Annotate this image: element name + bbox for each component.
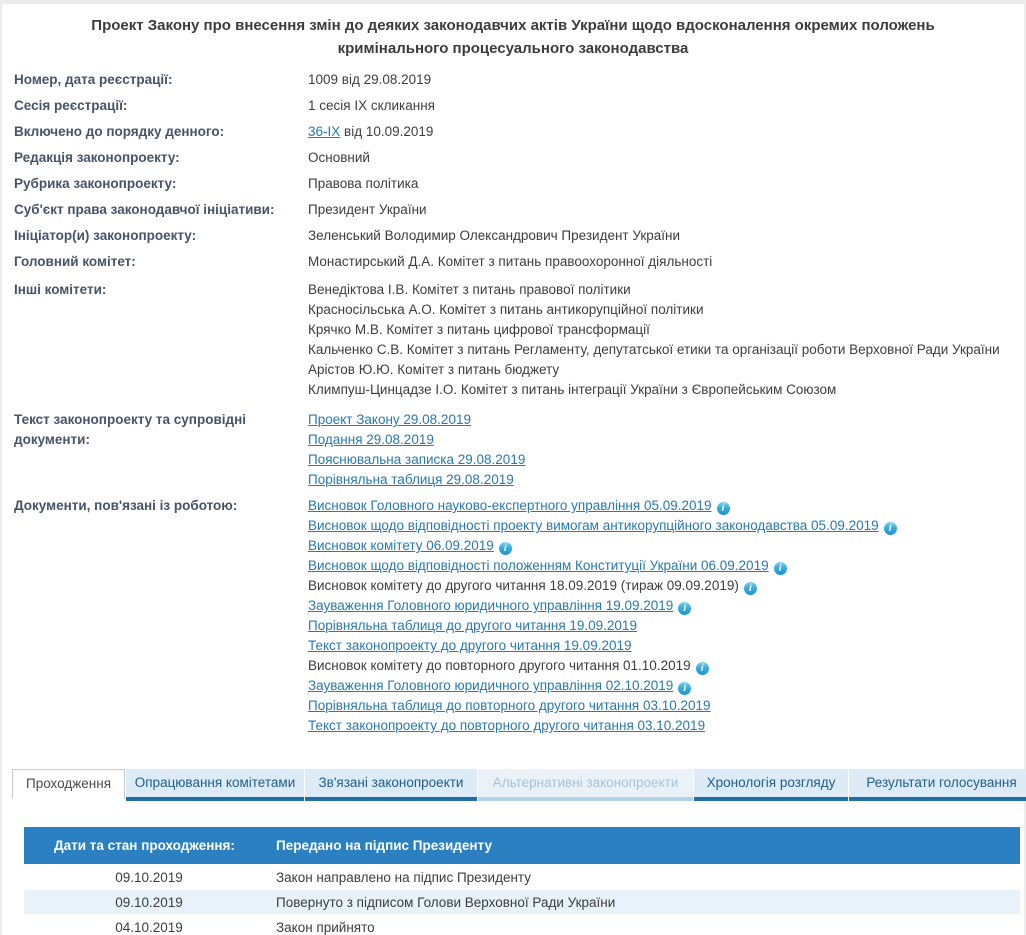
field-main-committee bbox=[14, 254, 1024, 270]
field-value: Президент України bbox=[308, 202, 427, 217]
document-link[interactable]: Текст законопроекту до повторного другого читання 03.10.2019 bbox=[308, 718, 706, 733]
committee-item: Кальченко С.В. Комітет з питань Регламенту, депутатської етики та організації роботи Верховної Ради України bbox=[308, 342, 1000, 357]
row-date: 09.10.2019 bbox=[115, 894, 183, 910]
document-item bbox=[308, 656, 897, 676]
agenda-date: від 10.09.2019 bbox=[340, 124, 434, 139]
document-link[interactable]: Порівняльна таблиця до другого читання 19.09.2019 bbox=[308, 618, 637, 633]
document-item bbox=[308, 450, 525, 470]
committee-item: Венедіктова І.В. Комітет з питань правової політики bbox=[308, 282, 631, 297]
document-link[interactable]: Порівняльна таблиця 29.08.2019 bbox=[308, 472, 514, 487]
field-value: Правова політика bbox=[308, 176, 419, 191]
document-link[interactable]: Висновок Головного науково-експертного управління 05.09.2019 bbox=[308, 498, 712, 513]
info-icon[interactable]: i bbox=[678, 682, 691, 695]
committee-list bbox=[308, 280, 1000, 400]
document-link[interactable]: Висновок щодо відповідності положенням Конституції України 06.09.2019 bbox=[308, 558, 769, 573]
field-label: Редакція законопроекту: bbox=[14, 150, 180, 165]
document-text: Висновок комітету до повторного другого читання 01.10.2019 bbox=[308, 658, 691, 673]
tab-bar bbox=[12, 769, 1026, 801]
document-link[interactable]: Текст законопроекту до другого читання 19.09.2019 bbox=[308, 638, 632, 653]
document-link[interactable]: Висновок комітету 06.09.2019 bbox=[308, 538, 494, 553]
info-icon[interactable]: i bbox=[678, 602, 691, 615]
document-item bbox=[308, 516, 897, 536]
tab-khronologiya-rozglyadu[interactable]: Хронологія розгляду bbox=[694, 769, 848, 801]
document-link[interactable]: Подання 29.08.2019 bbox=[308, 432, 434, 447]
field-label: Сесія реєстрації: bbox=[14, 98, 128, 113]
field-agenda bbox=[14, 124, 1024, 140]
info-icon[interactable]: i bbox=[774, 562, 787, 575]
table-row bbox=[24, 915, 1020, 935]
document-item bbox=[308, 576, 897, 596]
field-value: 1009 від 29.08.2019 bbox=[308, 72, 432, 87]
field-label: Суб'єкт права законодавчої ініціативи: bbox=[14, 202, 275, 217]
row-date: 04.10.2019 bbox=[115, 919, 183, 935]
progress-table bbox=[24, 827, 1020, 935]
document-item bbox=[308, 536, 897, 556]
info-icon[interactable]: i bbox=[499, 542, 512, 555]
document-item bbox=[308, 556, 897, 576]
field-label: Рубрика законопроекту: bbox=[14, 176, 177, 191]
field-label: Включено до порядку денного: bbox=[14, 124, 225, 139]
table-row bbox=[24, 865, 1020, 889]
field-value: Основний bbox=[308, 150, 370, 165]
document-link[interactable]: Зауваження Головного юридичного управління 02.10.2019 bbox=[308, 678, 674, 693]
tab-alternatyvni-zakonoproekty: Альтернативні законопроекти bbox=[478, 769, 693, 801]
bill-details bbox=[2, 72, 1024, 736]
document-link[interactable]: Проект Закону 29.08.2019 bbox=[308, 412, 471, 427]
document-item bbox=[308, 716, 897, 736]
column-header-dates: Дати та стан проходження: bbox=[54, 838, 235, 853]
progress-table-header bbox=[24, 827, 1020, 864]
page-title: Проект Закону про внесення змін до деяких законодавчих актів України щодо вдосконалення окремих положень кримінального процесуального законодавства bbox=[91, 17, 935, 57]
field-other-committees bbox=[14, 280, 1024, 400]
field-session bbox=[14, 98, 1024, 114]
row-status: Повернуто з підписом Голови Верховної Ради України bbox=[276, 894, 616, 910]
field-work-documents bbox=[14, 496, 1024, 736]
info-icon[interactable]: i bbox=[884, 522, 897, 535]
document-link[interactable]: Пояснювальна записка 29.08.2019 bbox=[308, 452, 526, 467]
field-bill-documents bbox=[14, 410, 1024, 490]
document-item bbox=[308, 616, 897, 636]
tab-prohodzhennya[interactable]: Проходження bbox=[12, 769, 125, 801]
tab-zvyazani-zakonoproekty[interactable]: Зв'язані законопроекти bbox=[305, 769, 477, 801]
row-status: Закон направлено на підпис Президенту bbox=[276, 869, 532, 885]
document-link[interactable]: Порівняльна таблиця до повторного другого читання 03.10.2019 bbox=[308, 698, 711, 713]
committee-item: Красносільська А.О. Комітет з питань антикорупційної політики bbox=[308, 302, 704, 317]
tab-opratsyuvannya-komitetamy[interactable]: Опрацювання комітетами bbox=[126, 769, 304, 801]
committee-item: Крячко М.В. Комітет з питань цифрової трансформації bbox=[308, 322, 650, 337]
field-label: Документи, пов'язані із роботою: bbox=[14, 498, 238, 513]
field-value bbox=[308, 124, 433, 140]
field-label: Головний комітет: bbox=[14, 254, 136, 269]
field-label: Ініціатор(и) законопроекту: bbox=[14, 228, 197, 243]
document-item bbox=[308, 596, 897, 616]
agenda-link[interactable]: 36-IX bbox=[308, 124, 341, 139]
field-edition bbox=[14, 150, 1024, 166]
field-label: Номер, дата реєстрації: bbox=[14, 72, 173, 87]
document-link[interactable]: Зауваження Головного юридичного управління 19.09.2019 bbox=[308, 598, 674, 613]
field-subject bbox=[14, 202, 1024, 218]
row-status: Закон прийнято bbox=[276, 919, 375, 935]
document-item bbox=[308, 696, 897, 716]
committee-item: Климпуш-Цинцадзе І.О. Комітет з питань інтеграції України з Європейським Союзом bbox=[308, 382, 837, 397]
table-row bbox=[24, 890, 1020, 914]
tab-rezultaty-golosuvannya[interactable]: Результати голосування bbox=[849, 769, 1026, 801]
field-value: Зеленський Володимир Олександрович Президент України bbox=[308, 228, 680, 243]
field-registration bbox=[14, 72, 1024, 88]
field-label: Інші комітети: bbox=[14, 282, 107, 297]
document-item bbox=[308, 636, 897, 656]
field-label: Текст законопроекту та супровідні документи: bbox=[14, 412, 246, 447]
document-item bbox=[308, 430, 525, 450]
work-documents-list bbox=[308, 496, 897, 736]
info-icon[interactable]: i bbox=[696, 662, 709, 675]
column-header-status: Передано на підпис Президенту bbox=[276, 838, 492, 853]
document-item bbox=[308, 676, 897, 696]
field-initiator bbox=[14, 228, 1024, 244]
field-value: Монастирський Д.А. Комітет з питань правоохоронної діяльності bbox=[308, 254, 713, 269]
document-link[interactable]: Висновок щодо відповідності проекту вимогам антикорупційного законодавства 05.09.2019 bbox=[308, 518, 879, 533]
document-text: Висновок комітету до другого читання 18.09.2019 (тираж 09.09.2019) bbox=[308, 578, 739, 593]
field-rubric bbox=[14, 176, 1024, 192]
info-icon[interactable]: i bbox=[717, 502, 730, 515]
info-icon[interactable]: i bbox=[744, 582, 757, 595]
document-item bbox=[308, 410, 525, 430]
field-value: 1 сесія IX скликання bbox=[308, 98, 435, 113]
document-item bbox=[308, 496, 897, 516]
row-date: 09.10.2019 bbox=[115, 869, 183, 885]
committee-item: Арістов Ю.Ю. Комітет з питань бюджету bbox=[308, 362, 560, 377]
document-item bbox=[308, 470, 525, 490]
bill-documents-list bbox=[308, 410, 525, 490]
